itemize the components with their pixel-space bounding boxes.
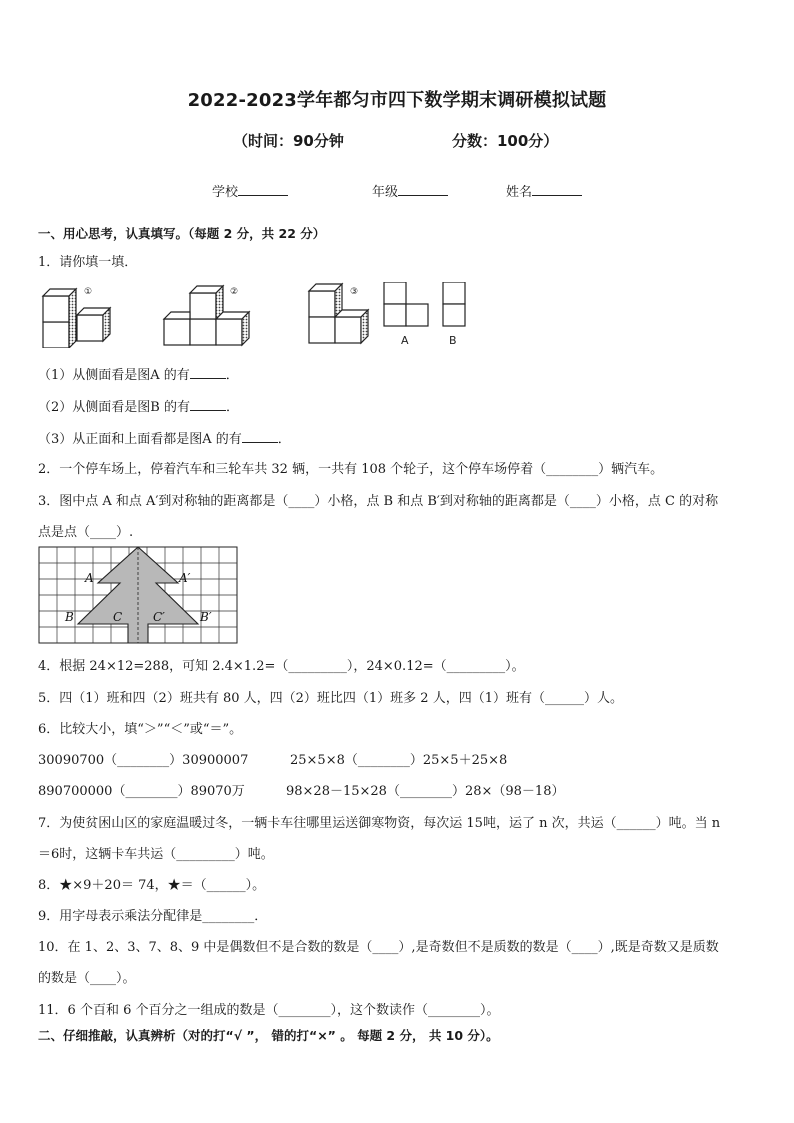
q7-text-line2: ＝6时，这辆卡车共运（_________）吨。 xyxy=(38,847,274,862)
name-field[interactable] xyxy=(506,181,582,200)
q6-row2a: 890700000（________）89070万 xyxy=(38,784,245,799)
view-label-a: A xyxy=(401,334,409,347)
exam-time: （时间：90分钟 xyxy=(233,132,344,150)
school-field[interactable] xyxy=(212,181,288,200)
label-b: B xyxy=(65,610,74,624)
exam-score: 分数：100分） xyxy=(452,132,559,150)
label-a-prime: A′ xyxy=(179,571,191,585)
fig-mark-2: ② xyxy=(230,287,239,297)
section-1-heading: 一、用心思考，认真填写。（每题 2 分，共 22 分） xyxy=(38,226,326,241)
name-label: 姓名 xyxy=(506,185,533,200)
fig-mark-3: ③ xyxy=(350,287,359,297)
q10-text-line2: 的数是（____）。 xyxy=(38,971,136,986)
q10-text-line1: 10．在 1、2、3、7、8、9 中是偶数但不是合数的数是（____）,是奇数但不是质数的数是（____）,既是奇数又是质数 xyxy=(38,940,719,955)
cube-face xyxy=(43,322,69,348)
q6-row1b: 25×5×8（________）25×5＋25×8 xyxy=(290,753,508,768)
q4-text: 4．根据 24×12=288，可知 2.4×1.2=（_________），24×0.12=（_________）。 xyxy=(38,659,525,674)
grade-field[interactable] xyxy=(372,181,448,200)
label-c-prime: C′ xyxy=(153,610,165,624)
label-a: A xyxy=(85,571,94,585)
grade-label: 年级 xyxy=(372,185,399,200)
q6-row2b: 98×28－15×28（________）28×（98－18） xyxy=(286,784,565,799)
label-b-prime: B′ xyxy=(200,610,212,624)
label-c: C xyxy=(113,610,123,624)
q1-stem: 1．请你填一填． xyxy=(38,255,138,270)
q8-text: 8．★×9＋20＝ 74，★＝（______）。 xyxy=(38,878,266,893)
school-label: 学校 xyxy=(212,185,239,200)
q11-text: 11．6 个百和 6 个百分之一组成的数是（________），这个数读作（________）。 xyxy=(38,1003,500,1018)
section-2-heading: 二、仔细推敲，认真辨析（对的打“√ ”， 错的打“×” 。 每题 2 分， 共 10 分）。 xyxy=(38,1028,499,1043)
q7-text-line1: 7．为使贫困山区的家庭温暖过冬，一辆卡车往哪里运送御寒物资，每次运 15吨，运了 n 次，共运（______）吨。当 n xyxy=(38,816,721,831)
q6-row1a: 30090700（________）30900007 xyxy=(38,753,249,768)
q3-text-line2: 点是点（____）. xyxy=(38,525,134,540)
q1-sub2: （2）从侧面看是图B 的有 ． xyxy=(38,396,239,415)
q9-text: 9．用字母表示乘法分配律是________． xyxy=(38,909,268,924)
page-title: 2022-2023学年都匀市四下数学期末调研模拟试题 xyxy=(187,90,607,111)
q3-symmetry-grid xyxy=(38,546,238,644)
q1-sub1: （1）从侧面看是图A 的有 ． xyxy=(38,364,239,383)
q2-text: 2．一个停车场上，停着汽车和三轮车共 32 辆，一共有 108 个轮子，这个停车场停着（________）辆汽车。 xyxy=(38,462,664,477)
q3-text-line1: 3．图中点 A 和点 A′到对称轴的距离都是（____）小格，点 B 和点 B′到对称轴的距离都是（____）小格，点 C 的对称 xyxy=(38,494,719,509)
view-label-b: B xyxy=(449,334,457,347)
cube-face xyxy=(43,296,69,322)
q1-sub3: （3）从正面和上面看都是图A 的有 ． xyxy=(38,428,291,447)
fig-mark-1: ① xyxy=(84,287,93,297)
q5-text: 5．四（1）班和四（2）班共有 80 人，四（2）班比四（1）班多 2 人，四（1）班有（______）人。 xyxy=(38,691,623,706)
q6-stem: 6．比较大小，填“＞”“＜”或“＝”。 xyxy=(38,722,243,737)
q1-cube-figures xyxy=(38,282,478,348)
